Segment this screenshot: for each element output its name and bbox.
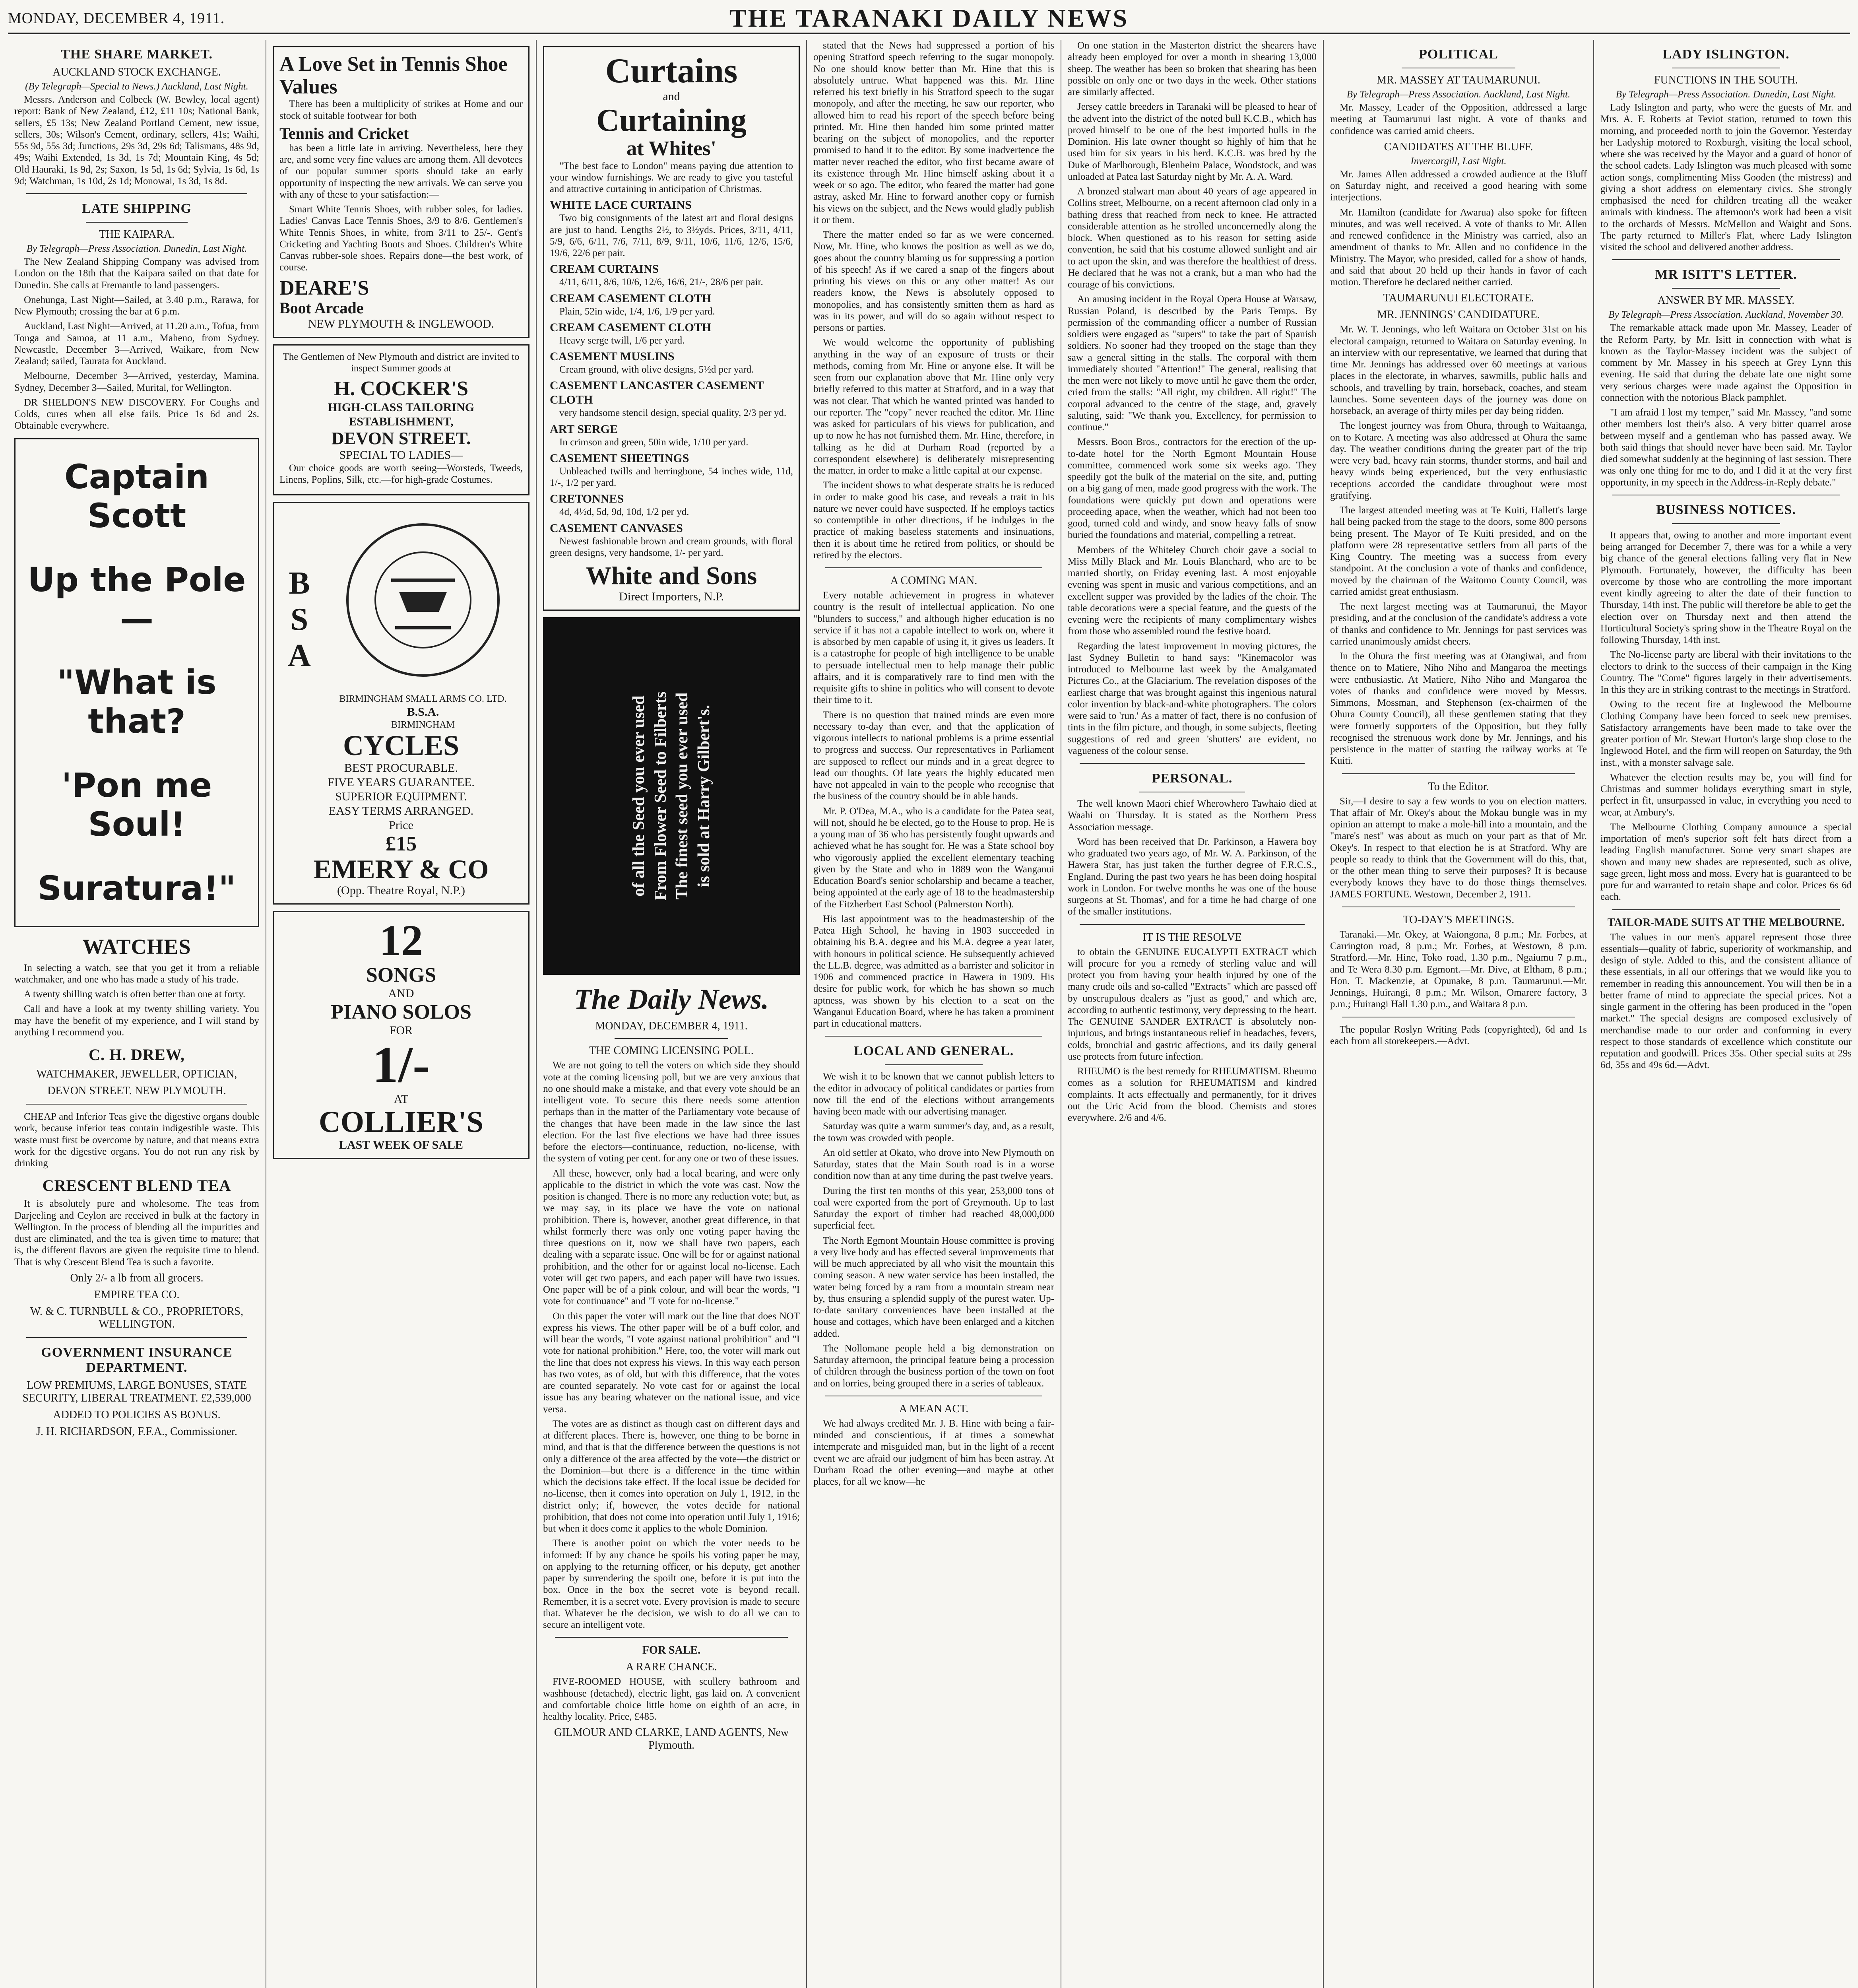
drew-address: DEVON STREET. NEW PLYMOUTH. bbox=[47, 1085, 226, 1097]
for-sale-agent: GILMOUR AND CLARKE, LAND AGENTS, New Plymouth. bbox=[554, 1726, 789, 1752]
curtains-and: and bbox=[663, 90, 680, 103]
business-text-5: The Melbourne Clothing Company announce a special importation of men's superior soft felt hats direct from a leading English manufacturer. Some very smart shapes are shown and many new shades are represented, such as olive, sage green, light moss and moss. Every hat is guaranteed to be pure fur and warranted to retain shape and color. Prices 6s 6d each. bbox=[1600, 821, 1852, 903]
bsa-logo-block bbox=[279, 509, 523, 731]
deare-name: DEARE'S bbox=[279, 276, 369, 299]
isitt-subheading: ANSWER BY MR. MASSEY. bbox=[1657, 294, 1795, 307]
coming-man-text-3: Mr. P. O'Dea, M.A., who is a candidate for the Patea seat, will not, should he be elected, go to the House to prop. He is a young man of 36 who has persistently fought upwards and achieved what he has sought for. He was a State school boy who vigorously applied the excellent elementary teaching given by the State and who in 1889 won the Wanganui Education Board's senior scholarship and became a teacher, being appointed at the early age of 18 to the headmastership of the Fitzherbert East School (Palmerston North). bbox=[813, 806, 1054, 910]
jennings-heading: MR. JENNINGS' CANDIDATURE. bbox=[1377, 309, 1540, 321]
kaipara-text: The New Zealand Shipping Company was advised from London on the 18th that the Kaipara sailed on that date for Dunedin. She calls at Fremantle to land passengers. bbox=[14, 256, 259, 291]
divider bbox=[1612, 909, 1840, 910]
cocker-tailoring-advert bbox=[273, 344, 529, 496]
bsa-seal-bottom: BIRMINGHAM bbox=[391, 720, 455, 730]
cycles-price-label: Price bbox=[389, 818, 413, 832]
coming-man-heading: A COMING MAN. bbox=[890, 575, 977, 587]
govt-insurance-list: LOW PREMIUMS, LARGE BONUSES, STATE SECURITY, LIBERAL TREATMENT. £2,539,000 bbox=[22, 1379, 251, 1404]
auckland-shipping-text: Auckland, Last Night—Arrived, at 11.20 a.m., Tofua, from Tonga and Samoa, at 11 a.m., Maheno, from Sydney. Newcastle, December 3—Arrived, Waikare, from New Zealand; sailed, Taurata for Auckland. bbox=[14, 321, 259, 367]
crescent-price: Only 2/- a lb from all grocers. bbox=[70, 1272, 204, 1284]
late-shipping-heading: LATE SHIPPING bbox=[82, 201, 192, 216]
masthead bbox=[8, 4, 1850, 34]
tennis-cricket-heading: Tennis and Cricket bbox=[279, 124, 409, 142]
scott-line-3: "What is that? bbox=[57, 663, 217, 741]
cretonnes-heading: CRETONNES bbox=[550, 492, 624, 506]
column-4 bbox=[807, 40, 1061, 1988]
songs-week: LAST WEEK OF SALE bbox=[339, 1138, 464, 1152]
art-serge-heading: ART SERGE bbox=[550, 422, 618, 436]
mean-act-heading: A MEAN ACT. bbox=[899, 1402, 969, 1415]
seed-line-1: of all the Seed you ever used bbox=[629, 695, 648, 897]
curtaining-heading: Curtaining bbox=[596, 103, 747, 138]
column-6 bbox=[1324, 40, 1594, 1988]
divider bbox=[1080, 924, 1305, 925]
jennings-text-2: The longest journey was from Ohura, through to Waitaanga, on to Kotare. A meeting was also addressed at Ohura the same day. The weather conditions during the greater part of the trip were very bad, heavy rain storms, thunder storms, and hail and heavy winds being experienced, but the very enthusiastic receptions accorded the candidate throughout were most gratifying. bbox=[1330, 420, 1587, 501]
divider bbox=[1342, 773, 1575, 774]
roslyn-text: The popular Roslyn Writing Pads (copyrighted), 6d and 1s each from all storekeepers.—Advt. bbox=[1330, 1024, 1587, 1046]
resolve-text: to obtain the GENUINE EUCALYPTI EXTRACT which will procure for you a remedy of sterling value and will protect you from having your health injured by one of the many crude oils and so-called "Extracts" which are passed off by unscrupulous dealers as "just as good," and which are, according to authentic testimony, very depressing to the heart. The GENUINE SANDER EXTRACT is absolutely non-injurious, and brings instantaneous relief in headaches, fevers, colds, bronchial and gastric affections, and its daily general use protects from future infection. bbox=[1068, 946, 1317, 1062]
cycles-best: BEST PROCURABLE. bbox=[344, 761, 458, 775]
scott-line-1: Captain Scott bbox=[64, 457, 209, 535]
coming-man-text-2: There is no question that trained minds are even more necessary to-day than ever, and that the application of vigorous intellects to national problems is a prime essential to progress and success. Our representatives in Parliament are supposed to reflect our minds and in a great degree to lead our thoughts. Of late years the highly educated men have not appealed in vain to the people who recognise that the business of the country should be in able hands. bbox=[813, 709, 1054, 802]
stock-report: Messrs. Anderson and Colbeck (W. Bewley, local agent) report: Bank of New Zealand, £12, £11 10s; National Bank, sellers, £5 13s; New Zealand Portland Cement, new issue, sellers, 30s; Wilson's Cement, ordinary, sellers, 41s; Waihi, 55s 9d, 55s 3d; Junctions, 29s 3d, 29s 6d; Talismans, 48s 9d, 49s; Waihi Extended, 1s 3d, 1s 7d; Mountain King, 4s 5d; Old Hauraki, 1s 9d, 2s; Saxon, 1s 5d, 1s 6d; Sylvia, 1s 6d, 1s 9d; Watchman, 1s 10d, 2s 1d; Monowai, 1s 3d, 1s 8d. bbox=[14, 94, 259, 186]
govt-insurance-added: ADDED TO POLICIES AS BONUS. bbox=[53, 1408, 221, 1421]
shearers-text: On one station in the Masterton district the shearers have already been employed for over a month in shearing 13,000 sheep. The weather has been so broken that shearing has been possible on only one or two days in the week. Other stations are similarly affected. bbox=[1068, 40, 1317, 97]
for-sale-text: FIVE-ROOMED HOUSE, with scullery bathroom and washhouse (detached), electric light, gas laid on. A convenient and comfortable choice little home on eighth of an acre, in healthy locality. Price, £485. bbox=[543, 1676, 800, 1722]
local-general-heading: LOCAL AND GENERAL. bbox=[853, 1044, 1014, 1059]
political-heading: POLITICAL bbox=[1419, 47, 1498, 62]
for-sale-heading: FOR SALE. bbox=[642, 1644, 701, 1657]
scott-line-4: 'Pon me Soul! bbox=[61, 766, 212, 844]
bluff-text-1: Mr. James Allen addressed a crowded audience at the Bluff on Saturday night, and received a good hearing with some interjections. bbox=[1330, 169, 1587, 203]
lancaster-text: very handsome stencil design, special quality, 2/3 per yd. bbox=[559, 408, 787, 419]
seed-text-block bbox=[628, 692, 715, 901]
emery-location: (Opp. Theatre Royal, N.P.) bbox=[337, 884, 465, 897]
islington-heading: LADY ISLINGTON. bbox=[1662, 47, 1790, 62]
tailor-heading: TAILOR-MADE SUITS AT THE MELBOURNE. bbox=[1607, 916, 1845, 929]
cycles-guarantee: FIVE YEARS GUARANTEE. bbox=[328, 775, 475, 789]
local-text-2: Saturday was quite a warm summer's day, and, as a result, the town was crowded with people. bbox=[813, 1121, 1054, 1143]
isitt-heading: MR ISITT'S LETTER. bbox=[1655, 267, 1797, 282]
share-market-heading: THE SHARE MARKET. bbox=[61, 47, 213, 62]
bluff-byline: Invercargill, Last Night. bbox=[1410, 155, 1507, 167]
tennis-text: has been a little late in arriving. Nevertheless, here they are, and some very fine values are among them. All devotees of our popular summer sports should take an early opportunity of inspecting the new arrivals. We can serve you with any of these to your satisfaction:— bbox=[279, 142, 523, 200]
watches-text-3: Call and have a look at my twenty shilling variety. You may have the benefit of my experience, and I will stand by anything I recommend you. bbox=[14, 1004, 259, 1038]
teas-text: CHEAP and Inferior Teas give the digestive organs double work, because inferior teas contain indigestible waste. This waste must first be overcome by nature, and that means extra work for the digestive organs. You do not run any risk by drinking bbox=[14, 1111, 259, 1169]
kaipara-byline: By Telegraph—Press Association. Dunedin, Last Night. bbox=[26, 243, 247, 254]
cocker-name: H. COCKER'S bbox=[334, 377, 469, 400]
functions-heading: FUNCTIONS IN THE SOUTH. bbox=[1654, 74, 1798, 86]
business-text-2: The No-license party are liberal with their invitations to the electors to drink to the success of their campaign in the King Country. The "Come" figures largely in their advertisements. In this they are in striking contrast to the meetings in Stratford. bbox=[1600, 649, 1852, 695]
licensing-text-3: On this paper the voter will mark out the line that does NOT express his views. The other paper will be of a buff color, and will bear the words, "I vote against national prohibition" and "I vote for national prohibition." Here, too, the voter will mark out the line that does not express his views. In this way each person has two votes, as of old, but with this difference, that the votes are counted separately. No vote cast for or against the local issue has any bearing whatever on the national issue, and vice versa. bbox=[543, 1310, 800, 1415]
divider bbox=[1672, 523, 1780, 524]
casement-muslins-text: Cream ground, with olive designs, 5½d per yard. bbox=[559, 364, 754, 375]
love-set-heading: A Love Set in Tennis Shoe Values bbox=[279, 53, 508, 99]
local-text-4: During the first ten months of this year, 253,000 tons of coal were exported from the port of Greymouth. Up to last Saturday the export of timber had reached 48,000,000 superficial feet. bbox=[813, 1185, 1054, 1231]
divider bbox=[825, 567, 1042, 568]
coming-man-text-1: Every notable achievement in progress in whatever country is the result of intellectual application. No one "blunders to success," and although higher education is no service if it has not a capable intellect to work on, where it is absorbed by men capable of using it, it gives us leaders. It is a catastrophe for people of high intelligence to be unable to persuade intellectual men to help manage their public affairs, and it is comparatively rare to find men with the requisite gifts to shine in politics who will consent to devote their time to it. bbox=[813, 590, 1054, 706]
curtains-heading: Curtains bbox=[605, 52, 738, 90]
cream-curtains-heading: CREAM CURTAINS bbox=[550, 262, 659, 276]
divider bbox=[26, 1104, 247, 1105]
licensing-text-4: The votes are as distinct as though cast on different days and at different places. There is, however, one thing to be borne in mind, and that is that the difference between the questions is not only a difference of the area affected by the vote—the district or the Dominion—but there is a difference in the time within which the decisions take effect. If the local issue be decided for no-license, then it comes into operation on July 1, 1912, in the district only; if, however, the votes decide for national prohibition, that does not come into operation until July 1, 1916; but when it does come it applies to the whole Dominion. bbox=[543, 1418, 800, 1534]
amusing-text: An amusing incident in the Royal Opera House at Warsaw, Russian Poland, is described by the Paris Temps. By permission of the commanding officer a number of Russian soldiers were engaged as "supers" to take the part of Spanish soldiers. No sooner had they trooped on the stage than they saw a general sitting in the stalls. The corporal with them immediately shouted "Attention!" The general, realising that the men were not likely to move until he gave them the order, cried from the stalls: "All right, my children. All right!" The corporal advanced to the centre of the stage, and, gravely saluting, said: "We thank you, Excellency, for permission to continue." bbox=[1068, 294, 1317, 433]
curtains-intro: "The best face to London" means paying due attention to your window furnishings. We are ready to give you tasteful and attractive curtaining in anticipation of Christmas. bbox=[550, 160, 793, 195]
love-set-text: There has been a multiplicity of strikes at Home and our stock of suitable footwear for both bbox=[279, 99, 523, 121]
seed-line-2: From Flower Seed to Filberts bbox=[651, 691, 670, 901]
songs-price: 1/- bbox=[372, 1036, 430, 1094]
bronzed-text: A bronzed stalwart man about 40 years of age appeared in Collins street, Melbourne, on a recent afternoon clad only in a bathing dress that reached from neck to knee. He attracted considerable attention as he strolled unconcernedly along the block. When questioned as to his reason for setting aside convention, he said that his costume allowed sunlight and air to act upon the skin, and was therefore the healthiest of dress. He declared that he was not a crank, but a man who had the courage of his convictions. bbox=[1068, 186, 1317, 290]
crescent-text: It is absolutely pure and wholesome. The teas from Darjeeling and Ceylon are received in bulk at the factory in Wellington. In the process of blending all the impurities and dust are eliminated, and the tea is given time to mature; that is, the different flavors are given the requisite time to blend. That is why Crescent Blend Tea is such a favorite. bbox=[14, 1198, 259, 1268]
white-lace-text: Two big consignments of the latest art and floral designs are just to hand. Lengths 2½, to 3½yds. Prices, 3/11, 4/11, 5/9, 6/6, 6/11, 7/6, 7/11, 8/9, 9/11, 10/6, 11/6, 12/6, 15/6, 19/6, 22/6 per pair. bbox=[550, 213, 793, 259]
local-text-1: We wish it to be known that we cannot publish letters to the editor in advocacy of political candidates or parties from now till the end of the elections without arrangements having been made with our advertising manager. bbox=[813, 1071, 1054, 1117]
cocker-street: DEVON STREET. bbox=[331, 428, 471, 448]
art-serge-text: In crimson and green, 50in wide, 1/10 per yard. bbox=[559, 437, 749, 448]
licensing-text-2: All these, however, only had a local bearing, and were only applicable to the district in which the vote was cast. Now the position is changed. There is no more any reduction vote; but, as we may say, in its place we have the vote on national prohibition. There is, however, another great difference, in that whilst formerly there was only one voting paper having the three questions on it, now we shall have two papers, each dealing with a separate issue. One will be for or against national prohibition, and the other for or against local no-license. Each voter will get two papers, and each paper will have two issues. One paper will be of a pink colour, and will bear the words, "I vote for continuance" and "I vote for no-license." bbox=[543, 1168, 800, 1307]
songs-number: 12 bbox=[379, 916, 423, 965]
column-5 bbox=[1061, 40, 1324, 1988]
local-text-3: An old settler at Okato, who drove into New Plymouth on Saturday, states that the Main South road is in a worse condition now than at any time during the past twelve years. bbox=[813, 1147, 1054, 1182]
onehunga-text: Onehunga, Last Night—Sailed, at 3.40 p.m., Rarawa, for New Plymouth; crossing the bar at 6 p.m. bbox=[14, 294, 259, 317]
business-text-4: Whatever the election results may be, you will find for Christmas and summer holidays everything smart in style, perfect in fit, unsurpassed in value, in everything you need to wear, at Ambury's. bbox=[1600, 772, 1852, 818]
songs-piano: PIANO SOLOS bbox=[331, 1000, 471, 1023]
whites-curtains-advert bbox=[543, 46, 800, 611]
scott-line-5: Suratura!" bbox=[37, 869, 236, 908]
massey-heading: MR. MASSEY AT TAUMARUNUI. bbox=[1377, 74, 1540, 86]
sheldon-advert: DR SHELDON'S NEW DISCOVERY. For Coughs and Colds, cures when all else fails. Price 1s 6d and 2s. Obtainable everywhere. bbox=[14, 397, 259, 431]
casement-cloth-heading: CREAM CASEMENT CLOTH bbox=[550, 291, 712, 305]
divider bbox=[86, 222, 188, 223]
drew-name: C. H. DREW, bbox=[89, 1046, 185, 1064]
songs-for: FOR bbox=[389, 1024, 413, 1037]
personal-text-2: Word has been received that Dr. Parkinson, a Hawera boy who graduated two years ago, of Mr. W. A. Parkinson, of the Hawera Star, has just taken the further degree of F.R.C.S., England. During the past two years he has been doing hospital work in London. For twelve months he was one of the house surgeons at St. Thomas', and for a time he had charge of one of the smaller institutions. bbox=[1068, 836, 1317, 917]
casement-cloth-text: Plain, 52in wide, 1/4, 1/6, 1/9 per yard. bbox=[559, 306, 715, 317]
captain-scott-advert bbox=[14, 438, 259, 927]
letter-heading: To the Editor. bbox=[1428, 780, 1489, 793]
tailor-text: The values in our men's apparel represent those three essentials—quality of fabric, superiority of workmanship, and design of style. Added to this, and the consistent alliance of these essentials, in all our offerings that we would like you to remember in reading this announcement. You will then be in a better frame of mind to appreciate the special prices. Not a single garment in the offering has been produced in the "open market." The special designs are composed exclusively of merchandise made to our order and conforming in every respect to those standards of excellence which constitute our reputation and goodwill. Prices 35s. Other special suits at 29s 6d, 35s and 49s 6d.—Advt. bbox=[1600, 932, 1852, 1071]
bsa-cycles-advert bbox=[273, 502, 529, 905]
songs-at: AT bbox=[394, 1092, 409, 1106]
bsa-letter-s: S bbox=[290, 602, 308, 637]
colliers-songs-advert bbox=[273, 911, 529, 1159]
ladies-heading: SPECIAL TO LADIES— bbox=[339, 448, 463, 462]
bsa-letters bbox=[279, 565, 319, 674]
cycles-terms: EASY TERMS ARRANGED. bbox=[328, 804, 474, 817]
sheetings-heading: CASEMENT SHEETINGS bbox=[550, 451, 689, 465]
white-sons-sub: Direct Importers, N.P. bbox=[619, 590, 724, 604]
deare-address: NEW PLYMOUTH & INGLEWOOD. bbox=[308, 317, 495, 330]
deare-arcade: Boot Arcade bbox=[279, 299, 364, 317]
jennings-text-3: The largest attended meeting was at Te Kuiti, Hallett's large hall being packed from the stage to the doors, some 800 persons being present. The Mayor of Te Kuiti presided, and on the platform were 28 representative settlers from all parts of the King Country. The meeting was a success from every standpoint. At the conclusion a vote of thanks and confidence, moved by the chairman of the Waitomo County Council, was carried amidst great enthusiasm. bbox=[1330, 505, 1587, 597]
personal-heading: PERSONAL. bbox=[1152, 771, 1233, 786]
divider bbox=[1672, 288, 1780, 289]
licensing-text-5: There is another point on which the voter needs to be informed: If by any chance he spoils his voting paper he may, on applying to the returning officer, or his deputy, get another paper by surrendering the spoilt one, before it is put into the box. Once in the box the secret vote is beyond recall. Remember, it is a secret vote. Every provision is made to secure that. Whatever be the decision, we wish to do all we can to secure an intelligent vote. bbox=[543, 1538, 800, 1631]
meetings-text: Taranaki.—Mr. Okey, at Waiongona, 8 p.m.; Mr. Forbes, at Carrington road, 8 p.m.; Mr. Forbes, at Westown, 8 p.m. Stratford.—Mr. Hine, Toko road, 1.30 p.m., Ngaiumu 7 p.m., and Te Wera 8.30 p.m. Egmont.—Mr. Dive, at Eltham, 8 p.m.; Hon. T. Mackenzie, at Opunake, 8 p.m. Taumarunui.—Mr. Jennings, Huirangi, 8 p.m.; Mr. Wilson, Omarere factory, 3 p.m.; Huirangi Hall 1.30 p.m., and Waitara 8 p.m. bbox=[1330, 929, 1587, 1010]
column-2 bbox=[266, 40, 537, 1988]
casement-cloth-2-text: Heavy serge twill, 1/6 per yard. bbox=[559, 335, 685, 346]
sheetings-text: Unbleached twills and herringbone, 54 inches wide, 11d, 1/-, 1/2 per yard. bbox=[550, 466, 793, 489]
empire-name: EMPIRE TEA CO. bbox=[94, 1288, 180, 1301]
massey-text: Mr. Massey, Leader of the Opposition, addressed a large meeting at Taumarunui last night. A vote of thanks and confidence was carried amid cheers. bbox=[1330, 102, 1587, 136]
business-heading: BUSINESS NOTICES. bbox=[1656, 502, 1796, 517]
bluff-heading: CANDIDATES AT THE BLUFF. bbox=[1384, 140, 1533, 153]
stratford-text-2: There the matter ended so far as we were concerned. Now, Mr. Hine, who knows the position as well as we do, goes about the country blaming us for suppressing a portion of his speech! As if we cared a snap of the fingers about printing his views on this or any other matter! As our readers know, the News is absolutely opposed to monopolies, and has consistently smitten them as hard as was in its power, and will do so again without respect to persons or parties. bbox=[813, 229, 1054, 333]
isitt-text-2: "I am afraid I lost my temper," said Mr. Massey, "and some other members lost their's also. A very bitter quarrel arose between myself and a gentleman who has passed away. We both said things that should never have been said. Mr. Taylor died somewhat suddenly at the beginning of last session. There was only one thing for me to do, and I did it at the very first opportunity, in my speech in the Address-in-Reply debate." bbox=[1600, 407, 1852, 488]
divider bbox=[1612, 259, 1840, 260]
meetings-heading: TO-DAY'S MEETINGS. bbox=[1402, 913, 1515, 926]
white-sons-heading: White and Sons bbox=[586, 561, 757, 590]
ladies-text: Our choice goods are worth seeing—Worsteds, Tweeds, Linens, Poplins, Silk, etc.—for high-grade Costumes. bbox=[279, 462, 523, 485]
cretonnes-text: 4d, 4½d, 5d, 9d, 10d, 1/2 per yd. bbox=[559, 507, 689, 518]
cycles-heading: CYCLES bbox=[343, 729, 460, 761]
masthead-date: MONDAY, DECEMBER 4, 1911. bbox=[8, 10, 225, 27]
scott-line-2: Up the Pole— bbox=[27, 560, 246, 638]
business-text-1: It appears that, owing to another and more important event being arranged for December 7, there was for a while a very big chance of the general elections falling very flat in New Plymouth. Fortunately, however, the difficulty has been overcome by those who are controlling the more important event kindly agreeing to alter the date of their function to Thursday, 14th inst. The public will therefore be able to get the election over on Thursday next and then attend the Horticultural Society's spring show in the Theatre Royal on the following Thursday, 14th inst. bbox=[1600, 530, 1852, 645]
watches-text-2: A twenty shilling watch is often better than one at forty. bbox=[24, 989, 246, 1000]
regarding-text: Regarding the latest improvement in moving pictures, the last Sydney Bulletin to hand says: "Kinemacolor was introduced to Melbourne last week by the Amalgamated Pictures Co., at the Glaciarium. The revelation disposes of the earliest charge that was brought against this ingenious natural color invention by black-and-white photographers. The colors were said to 'run.' As a matter of fact, there is no confusion of tints in the film picture, and though, in some subjects, fleeting suggestions of red and green 'shutters' are evident, no vagueness of the colour sense. bbox=[1068, 641, 1317, 756]
seed-line-4: is sold at Harry Gilbert's. bbox=[694, 705, 713, 887]
gentlemen-text: The Gentlemen of New Plymouth and district are invited to inspect Summer goods at bbox=[283, 351, 520, 374]
tennis-shoe-advert bbox=[273, 46, 529, 338]
divider bbox=[26, 1337, 247, 1338]
cocker-description: HIGH-CLASS TAILORING ESTABLISHMENT, bbox=[328, 400, 475, 428]
members-text: Members of the Whiteley Church choir gave a social to Miss Milly Black and Mr. Louis Blanchard, who are to be married shortly, on Friday evening last. A most enjoyable evening was spent in music and various competitions, and an excellent supper was provided by the ladies of the choir. The table decorations were a special feature, and the guests of the evening were the recipients of many complimentary wishes from those who assembled round the festive board. bbox=[1068, 544, 1317, 637]
divider bbox=[885, 1064, 983, 1065]
bsa-letter-a: A bbox=[288, 638, 311, 674]
divider bbox=[825, 1036, 1042, 1037]
bluff-text-2: Mr. Hamilton (candidate for Awarua) also spoke for fifteen minutes, and was well received. A vote of thanks to Mr. Allen and renewed confidence in the Ministry was carried, also an amendment of thanks to Mr. Allen and no confidence in the Ministry. The Mayor, who presided, called for a show of hands, and said that about 20 held up their hands in favor of each motion. Therefore he declared neither carried. bbox=[1330, 207, 1587, 287]
jennings-text-5: In the Ohura the first meeting was at Otangiwai, and from thence on to Matiere, Niho Niho and Mangaroa the meetings were enthusiastic. At Matiere, Niho Niho and Mangaroa the votes of thanks and confidence were moved by Messrs. Simmons, Mossman, and Stephenson (ex-chairmen of the Ohura County Council), all these gentlemen stating that they were formerly supporters of the Opposition, but they fully recognised the strenuous work done by Mr. Jennings, and his persistence in the matter of starting the railway works at Te Kuiti. bbox=[1330, 651, 1587, 767]
canvases-heading: CASEMENT CANVASES bbox=[550, 521, 683, 535]
local-text-5: The North Egmont Mountain House committee is proving a very live body and has effected several improvements that will be much appreciated by all who visit the mountain this coming season. A new water service has been installed, the water being forced by a ram from a mountain stream near by, thus ensuring a splendid supply of the purest water. Up-to-date sanitary conveniences have been installed at the house and cottages, which have been enlarged and a kitchen added. bbox=[813, 1235, 1054, 1339]
for-sale-sub: A RARE CHANCE. bbox=[626, 1661, 717, 1673]
govt-insurance-heading: GOVERNMENT INSURANCE DEPARTMENT. bbox=[41, 1345, 233, 1375]
govt-insurance-sign: J. H. RICHARDSON, F.F.A., Commissioner. bbox=[36, 1425, 237, 1438]
local-text-6: The Nollomane people held a big demonstration on Saturday afternoon, the principal feature being a procession of children through the business portion of the town on foot and on lorries, being grouped there in a series of tableaux. bbox=[813, 1343, 1054, 1389]
divider bbox=[26, 193, 247, 194]
lancaster-heading: CASEMENT LANCASTER CASEMENT CLOTH bbox=[550, 379, 764, 407]
kaipara-heading: THE KAIPARA. bbox=[99, 228, 175, 241]
column-7 bbox=[1594, 40, 1858, 1988]
curtains-at: at Whites' bbox=[626, 137, 716, 160]
casement-cloth-2-heading: CREAM CASEMENT CLOTH bbox=[550, 320, 712, 334]
business-text-3: Owing to the recent fire at Inglewood the Melbourne Clothing Company have been forced to seek new premises. Satisfactory arrangements have been made to take over the greater portion of Mr. Stewart Hurton's large shop close to the Inglewood Hotel, and the firm will reopen on Saturday, the 9th inst., with a monster salvage sale. bbox=[1600, 699, 1852, 768]
masthead-title: THE TARANAKI DAILY NEWS bbox=[729, 4, 1129, 32]
songs-store: COLLIER'S bbox=[319, 1105, 483, 1139]
personal-text-1: The well known Maori chief Wherowhero Tawhaio died at Waahi on Thursday. It is stated as the Northern Press Association message. bbox=[1068, 798, 1317, 833]
bsa-seal-top: BIRMINGHAM SMALL ARMS CO. LTD. bbox=[339, 694, 507, 705]
daily-news-date: MONDAY, DECEMBER 4, 1911. bbox=[595, 1020, 748, 1033]
licensing-heading: THE COMING LICENSING POLL. bbox=[589, 1044, 754, 1057]
drew-trade: WATCHMAKER, JEWELLER, OPTICIAN, bbox=[36, 1068, 237, 1080]
seed-line-3: The finest seed you ever used bbox=[673, 693, 691, 900]
daily-news-heading: The Daily News. bbox=[574, 983, 769, 1015]
empire-proprietors: W. & C. TURNBULL & CO., PROPRIETORS, WELLINGTON. bbox=[30, 1305, 243, 1330]
massey-byline: By Telegraph—Press Association. Auckland, Last Night. bbox=[1346, 89, 1571, 100]
stratford-text-3: We would welcome the opportunity of publishing anything in the way of an exposure of trusts or their methods, coming from Mr. Hine or anyone else. It will be seen from our explanation above that Mr. Hine only very briefly referred to this matter at Stratford, and in a way that was not clear. That which he wanted printed was handed to our reporter. The "copy" never reached the editor. Mr. Hine was asked for particulars of his views for publication, and up to now he has not furnished them. Mr. Hine, therefore, in talking as he did at Durham Road (reported by a correspondent elsewhere) is deliberately misrepresenting the matter, in order to make a little capital at our expense. bbox=[813, 337, 1054, 476]
gilbert-seed-advert bbox=[543, 617, 800, 975]
divider bbox=[1080, 763, 1305, 764]
cycles-price: £15 bbox=[386, 832, 417, 855]
column-1 bbox=[8, 40, 266, 1988]
cycles-equipment: SUPERIOR EQUIPMENT. bbox=[335, 790, 467, 803]
coming-man-text-4: His last appointment was to the headmastership of the Patea High School, he having in 1903 succeeded in obtaining his B.A. degree and his M.A. degree a year later, with honours in political science. He subsequently achieved the LL.B. degree, was admitted as a barrister and solicitor in 1906 and commenced practice in Hawera in 1909. His desire for public work, for which he has shown so much aptness, was shown by his election to a seat on the Wanganui Education Board, where he has taken a prominent part in educational matters. bbox=[813, 913, 1054, 1029]
white-lace-heading: WHITE LACE CURTAINS bbox=[550, 198, 692, 212]
column-3 bbox=[537, 40, 807, 1988]
canvases-text: Newest fashionable brown and cream grounds, with floral green designs, very handsome, 1/- per yard. bbox=[550, 536, 793, 558]
jersey-text: Jersey cattle breeders in Taranaki will be pleased to hear of the advent into the district of the noted bull K.C.B., which has proved himself to be one of the best imported bulls in the Dominion. His late owner thought so highly of him that he used him for six years in his herd. K.C.B. was bred by the Duke of Marlborough, Blenheim Palace, Woodstock, and was unloaded at Patea last Saturday night by Mr. A. A. Ward. bbox=[1068, 101, 1317, 182]
bsa-letter-b: B bbox=[289, 566, 310, 601]
crescent-heading: CRESCENT BLEND TEA bbox=[42, 1176, 231, 1195]
jennings-text-4: The next largest meeting was at Taumarunui, the Mayor presiding, and at the conclusion of the candidate's address a vote of thanks and confidence to Mr. Jennings for past services was carried unanimously amidst cheers. bbox=[1330, 601, 1587, 647]
boon-text: Messrs. Boon Bros., contractors for the erection of the up-to-date hotel for the North Egmont Mountain House committee, commenced work some six weeks ago. They speedily got the bulk of the material on the site, and, putting on a big gang of men, made good progress with the work. The foundations were quickly put down and operations were proceeding apace, when the weather, which had not been too good, turned cold and windy, and snow heavy falls of snow buried the foundations and material, compelling a retreat. bbox=[1068, 437, 1317, 541]
stratford-text-1: stated that the News had suppressed a portion of his opening Stratford speech referring to the sugar monopoly. No one should know better than Mr. Hine that this is absolutely untrue. What happened was this. Mr. Hine referred his text briefly in his Stratford speech to the sugar monopoly, and after the meeting, he saw our reporter, who allowed him to read his report of the speech before being printed. Mr. Hine then handed him some printed matter bearing on the subject of monopolies, and the reporter promised to hand it to the editor. By some inadvertence the matter never reached the editor, who first became aware of its existence through Mr. Hine himself asking about it a week or so ago. The editor, who feared the matter had gone astray, asked Mr. Hine to forward another copy or furnish his views on the subject, and the News would gladly publish it or them. bbox=[813, 40, 1054, 225]
stratford-text-4: The incident shows to what desperate straits he is reduced in order to make good his case, and reveals a trait in his nature we never could have suspected. If he employs tactics so contemptible in other directions, if he indulges in the practice of making baseless statements and insinuations, then it is about time he retired from politics, or should be retired by the electors. bbox=[813, 480, 1054, 561]
tennis-list: Smart White Tennis Shoes, with rubber soles, for ladies. Ladies' Canvas Lace Tennis Shoes, 3/9 to 8/6. Gentlemen's White Tennis Shoes, in white, from 3/11 to 25/-. Gent's Cricketing and Yachting Boots and Shoes. Children's White Canvas rubber-sole shoes. Repairs done—the best work, of course. bbox=[279, 204, 523, 273]
watches-text-1: In selecting a watch, see that you get it from a reliable watchmaker, and one who has made a study of his trade. bbox=[14, 962, 259, 985]
casement-muslins-heading: CASEMENT MUSLINS bbox=[550, 350, 675, 363]
melbourne-shipping-text: Melbourne, December 3—Arrived, yesterday, Mamina. Sydney, December 3—Sailed, Murital, for Wellington. bbox=[14, 371, 259, 393]
bsa-seal-mid: B.S.A. bbox=[407, 705, 439, 719]
cream-curtains-text: 4/11, 6/11, 8/6, 10/6, 12/6, 16/6, 21/-, 28/6 per pair. bbox=[559, 277, 763, 288]
resolve-heading: IT IS THE RESOLVE bbox=[1142, 931, 1242, 944]
emery-name: EMERY & CO bbox=[313, 854, 489, 884]
stock-byline: (By Telegraph—Special to News.) Auckland, Last Night. bbox=[25, 81, 248, 92]
taumarunui-heading: TAUMARUNUI ELECTORATE. bbox=[1383, 292, 1534, 305]
isitt-byline: By Telegraph—Press Association. Auckland, November 30. bbox=[1608, 309, 1844, 320]
islington-byline: By Telegraph—Press Association. Dunedin, Last Night. bbox=[1616, 89, 1837, 100]
mean-act-text: We had always credited Mr. J. B. Hine with being a fair-minded and conscientious, if at times a somewhat intemperate and misguided man, but in the light of a recent event we are afraid our judgment of him has been astray. At Durham Road the other evening—and maybe at other places, for all we know—he bbox=[813, 1418, 1054, 1487]
songs-heading: SONGS bbox=[366, 963, 436, 986]
isitt-text-1: The remarkable attack made upon Mr. Massey, Leader of the Reform Party, by Mr. Isitt in connection with what is known as the Taylor-Massey incident was the subject of comment by Mr. Massey in his speech at Grey Lynn this evening. He said that during the debate late one night some very serious charges were made against the Opposition in connection with the notorious Black pamphlet. bbox=[1600, 322, 1852, 403]
bsa-seal-icon bbox=[323, 509, 523, 731]
letter-text: Sir,—I desire to say a few words to you on election matters. That affair of Mr. Okey's about the Mokau bungle was in my opinion an attempt to make a mole-hill into a mountain, and the "mare's nest" was about as much on your part as that of Mr. Okey's. In respect to that election he is at Stratford. Why are people so ready to think that the Government will do this, that, or the other mean thing to serve their purposes? It is because everybody knows they have to do those things themselves. JAMES FORTUNE. Westown, December 2, 1911. bbox=[1330, 796, 1587, 900]
rheumatism-text: RHEUMO is the best remedy for RHEUMATISM. Rheumo comes as a solution for RHEUMATISM and kindred complaints. It acts effectually and permanently, for it drives out the Uric Acid from the blood. Chemists and stores everywhere. 2/6 and 4/6. bbox=[1068, 1066, 1317, 1123]
watches-heading: WATCHES bbox=[82, 934, 191, 959]
divider bbox=[555, 1637, 788, 1638]
jennings-text-1: Mr. W. T. Jennings, who left Waitara on October 31st on his electoral campaign, returned to Waitara on Saturday evening. In an interview with our representative, we learned that during that time Mr. Jennings has addressed over 60 meetings at various places in the electorate, in wharves, sawmills, public halls and schools, and travelling by train, horseback, coaches, and steam launches. Some seventeen days of the journey was done on horseback, an average of thirty miles per day being ridden. bbox=[1330, 324, 1587, 416]
divider bbox=[615, 1038, 728, 1039]
stock-exchange-heading: AUCKLAND STOCK EXCHANGE. bbox=[52, 66, 221, 78]
islington-text: Lady Islington and party, who were the guests of Mr. and Mrs. A. F. Roberts at Teviot station, returned to town this morning, and proceeded north to join the Governor. Yesterday her Ladyship motored to Roxburgh, visiting the local school, where she was received by the Mayor and a guard of honor of the school cadets. Lady Islington was much pleased with some action songs, complimenting Miss Gooden (the mistress) and giving a short address on elementary civics. She strongly emphasised the need for children treating all the weaker animals with kindness. The afternoon's work had been a visit to the orchards of Messrs. McMellon and Waight and Sons. The party returned to Miller's Flat, where Lady Islington visited the school and delivered another address. bbox=[1600, 102, 1852, 252]
songs-and: AND bbox=[388, 986, 414, 1000]
licensing-text-1: We are not going to tell the voters on which side they should vote at the coming licensing poll, but we are very anxious that no one should make a mistake, and that every vote should be an intelligent vote. To secure this there needs some attention perhaps than in the matter of the Parliamentary vote because of the changes that have been made in the law since the last election. For the last five elections we have had three issues before the electors—continuance, reduction, no-license, with the system of voting per cent. for any one or two of these issues. bbox=[543, 1060, 800, 1164]
